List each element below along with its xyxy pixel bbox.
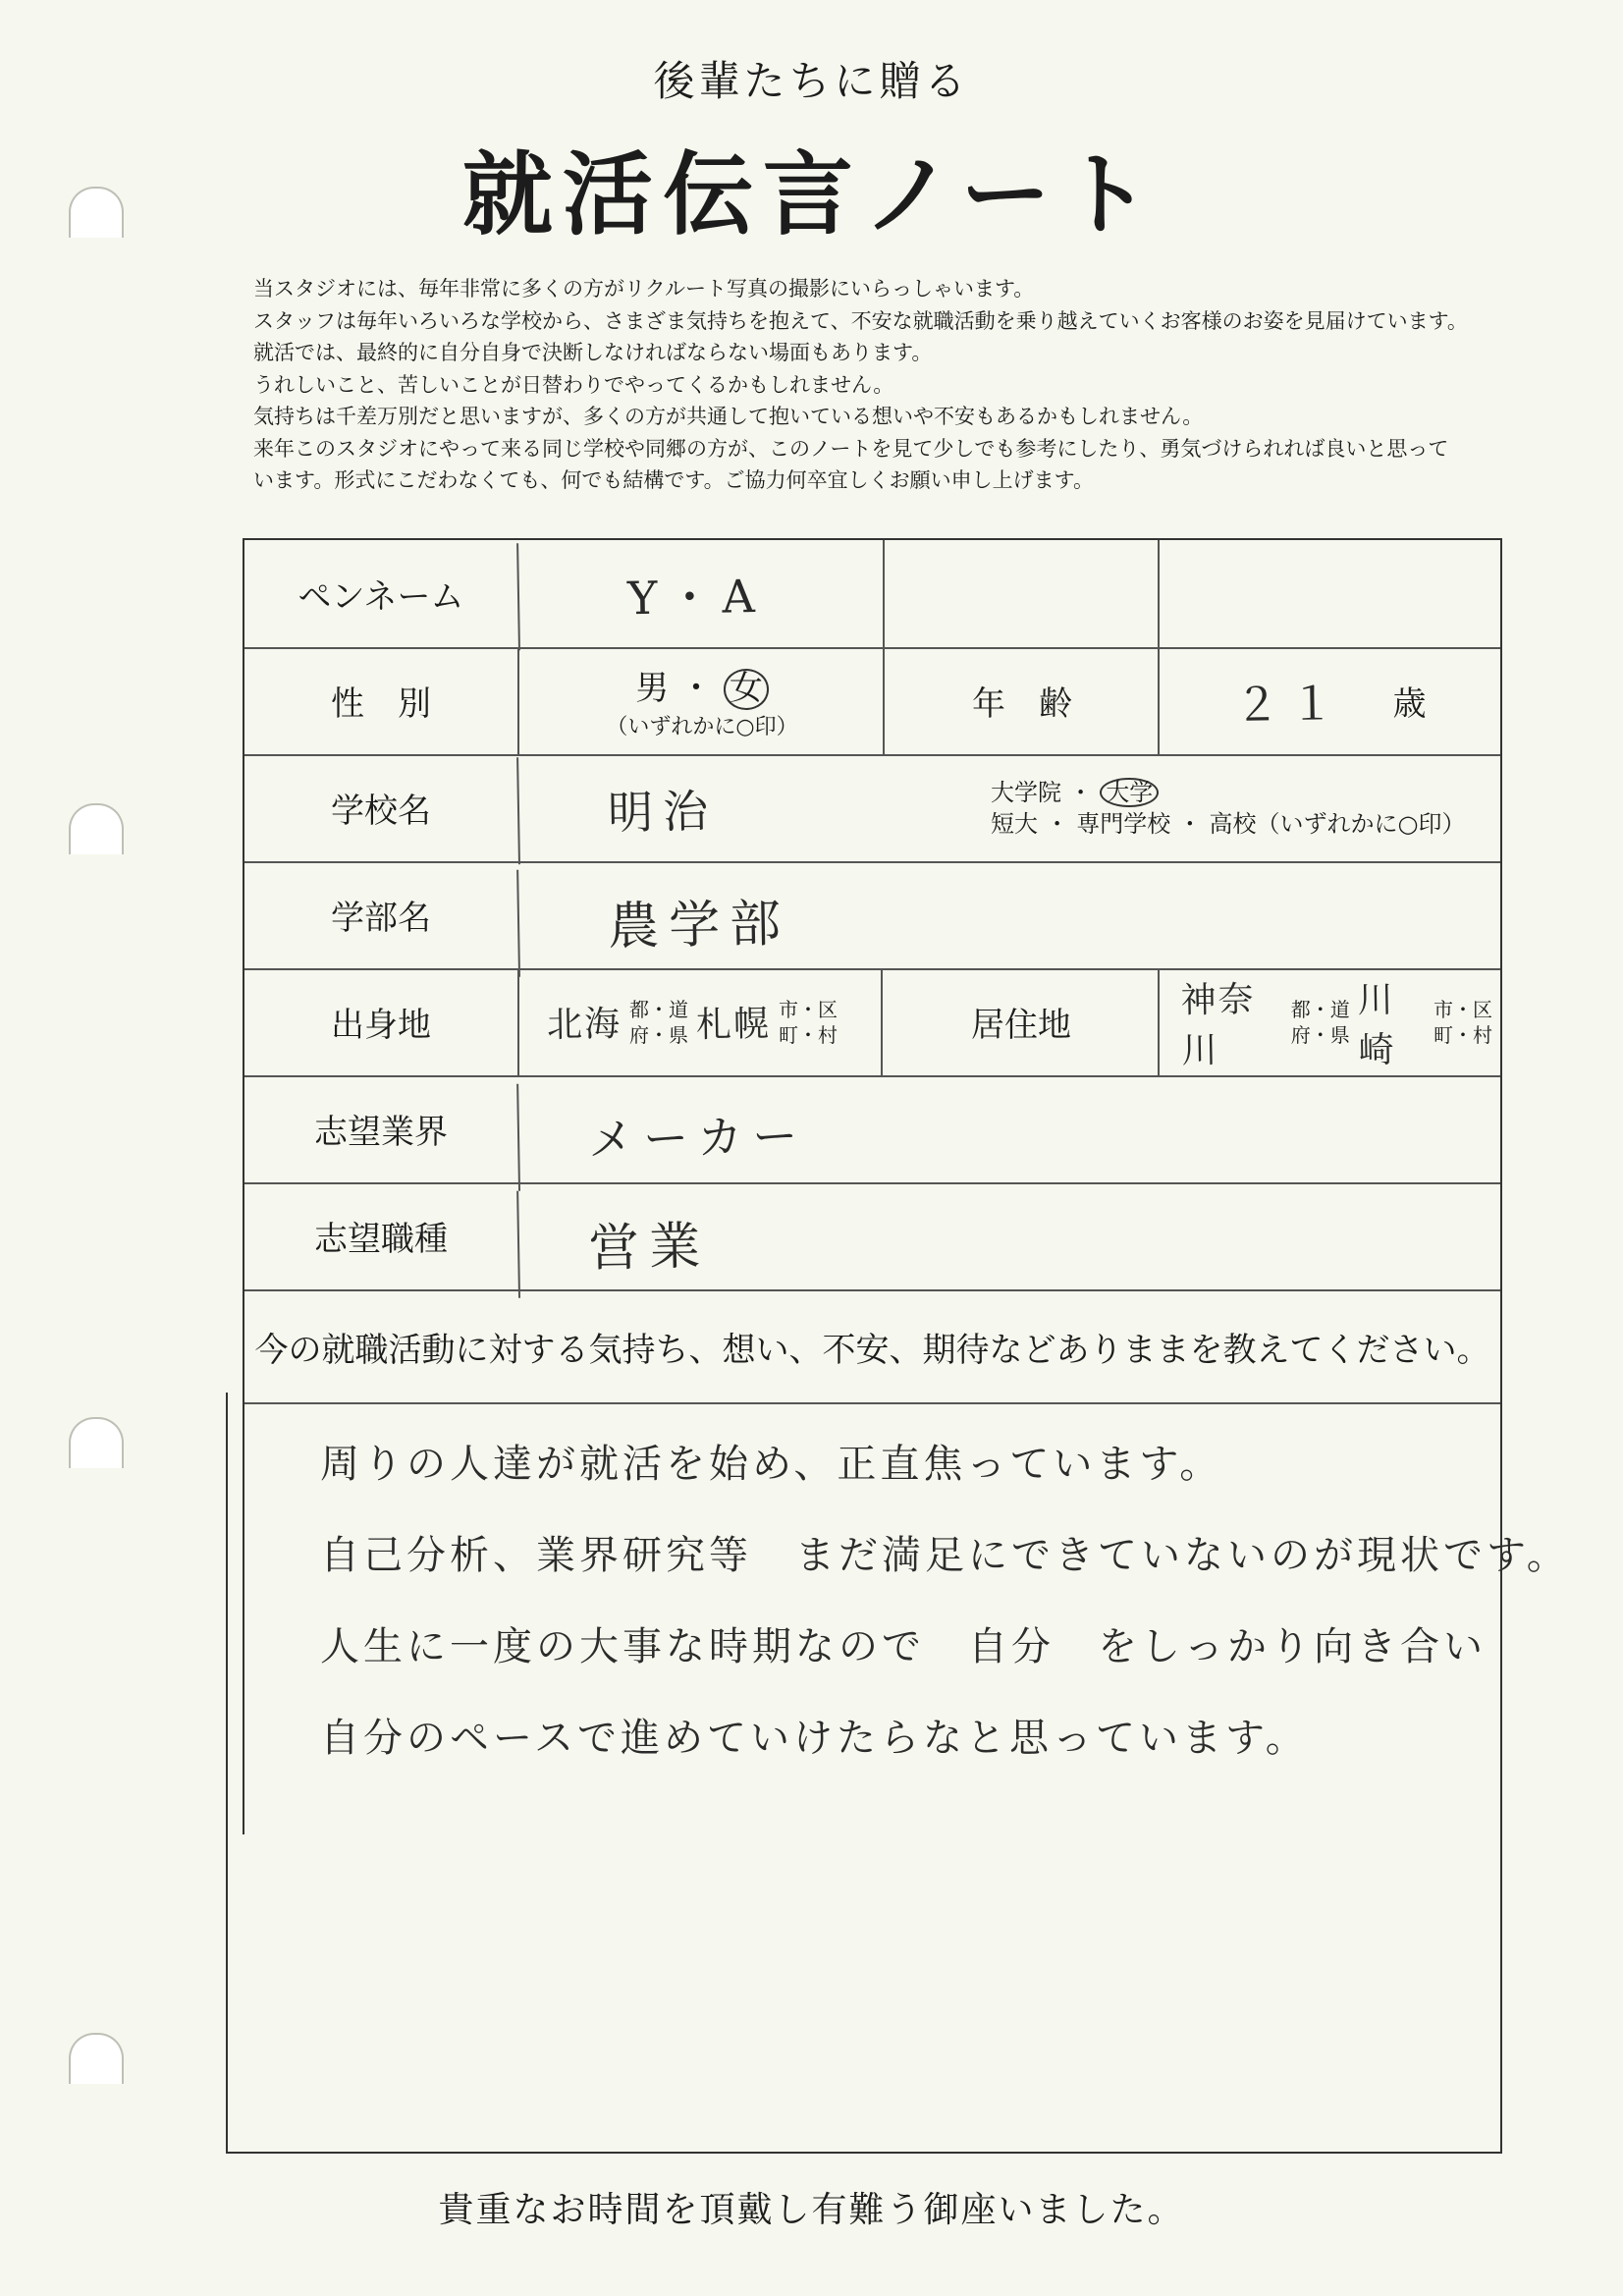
intro-text <box>253 273 1589 497</box>
hometown-pref-type <box>629 997 688 1048</box>
intro-line: スタッフは毎年いろいろな学校から、さまざま気持ちを抱えて、不安な就職活動を乗り越えていくお客様のお姿を見届けています。 <box>253 308 1468 333</box>
school-options-line2: 短大 ・ 専門学校 ・ 高校（いずれかに○印） <box>991 809 1466 838</box>
school-option-grad: 大学院 <box>991 778 1061 806</box>
school-value: 明治 <box>516 751 882 864</box>
blank-cell <box>1158 540 1500 647</box>
label-hometown: 出身地 <box>331 1006 431 1045</box>
hometown-value <box>517 968 881 1075</box>
gender-value <box>517 647 885 754</box>
intro-line: 気持ちは千差万別だと思いますが、多くの方が共通して抱いている想いや不安もあるかもしれません。 <box>253 405 1204 428</box>
binder-hole <box>69 1417 124 1468</box>
binder-hole <box>69 2033 124 2084</box>
gender-note: （いずれかに○印） <box>606 714 798 739</box>
label-gender: 性 別 <box>331 684 431 724</box>
row-faculty <box>244 861 1500 970</box>
age-value <box>1158 647 1500 754</box>
pen-name-value: Y・A <box>516 537 884 650</box>
row-hometown-residence <box>244 968 1500 1077</box>
label-age: 年 齢 <box>883 647 1160 754</box>
label-faculty: 学部名 <box>331 899 431 938</box>
label-industry: 志望業界 <box>314 1113 448 1152</box>
school-option-sep: ・ <box>1068 778 1093 806</box>
residence-pref-type <box>1291 997 1350 1048</box>
page-title: 就活伝言ノート <box>461 142 1162 247</box>
page-subtitle: 後輩たちに贈る <box>653 57 970 105</box>
question-prompt: 今の就職活動に対する気持ち、想い、不安、期待などありままを教えてください。 <box>244 1290 1500 1404</box>
binder-hole <box>69 803 124 854</box>
label-job-type: 志望職種 <box>314 1220 448 1259</box>
residence-value <box>1158 968 1500 1075</box>
pref-type-top: 都・道 <box>1290 997 1350 1021</box>
residence-prefecture: 神奈川 <box>1180 979 1256 1071</box>
intro-line: 当スタジオには、毎年非常に多くの方がリクルート写真の撮影にいらっしゃいます。 <box>253 277 1035 301</box>
pref-type-bottom: 府・県 <box>629 1022 689 1047</box>
hometown-prefecture: 北海 <box>546 1004 622 1046</box>
answer-line: 周りの人達が就活を始め、正直焦っています。 <box>320 1442 1223 1487</box>
answer-line: 自分のペースで進めていけたらなと思っています。 <box>320 1716 1309 1761</box>
intro-line: 就活では、最終的に自分自身で決断しなければならない場面もあります。 <box>253 341 933 364</box>
job-type-value: 営業 <box>516 1174 1501 1297</box>
residence-city-type <box>1434 997 1492 1048</box>
pref-type-bottom: 府・県 <box>1290 1022 1350 1047</box>
answer-line: 自己分析、業界研究等 まだ満足にできていないのが現状です。 <box>320 1533 1570 1578</box>
row-job-type <box>244 1182 1500 1291</box>
gender-female-circled: 女 <box>724 669 769 709</box>
row-pen-name <box>244 540 1500 649</box>
residence-city: 川崎 <box>1357 979 1396 1071</box>
label-pen-name: ペンネーム <box>298 577 464 617</box>
city-type-top: 市・区 <box>779 997 839 1021</box>
hometown-city-type <box>779 997 838 1048</box>
intro-line: うれしいこと、苦しいことが日替わりでやってくるかもしれません。 <box>253 372 894 397</box>
gender-male: 男 <box>635 669 670 709</box>
school-type-options <box>991 754 1500 861</box>
age-number: ２１ <box>1233 676 1345 732</box>
gender-separator: ・ <box>679 669 713 709</box>
school-option-university-circled: 大学 <box>1100 778 1159 807</box>
blank-cell <box>883 540 1160 647</box>
label-school: 学校名 <box>331 792 431 831</box>
answer-text <box>320 1419 1570 1784</box>
row-gender-age <box>244 647 1500 756</box>
intro-line: います。形式にこだわなくても、何でも結構です。ご協力何卒宜しくお願い申し上げます。 <box>253 468 1094 492</box>
row-industry <box>244 1075 1500 1184</box>
city-type-bottom: 町・村 <box>1434 1022 1492 1047</box>
intro-line: 来年このスタジオにやって来る同じ学校や同郷の方が、このノートを見て少しでも参考にしたり、勇気づけられれば良いと思って <box>253 436 1449 461</box>
label-residence: 居住地 <box>881 968 1160 1075</box>
city-type-top: 市・区 <box>1434 997 1492 1021</box>
faculty-value: 農学部 <box>516 852 1501 976</box>
pref-type-top: 都・道 <box>629 997 689 1021</box>
row-school <box>244 754 1500 863</box>
hometown-city: 札幌 <box>695 1004 772 1046</box>
answer-line: 人生に一度の大事な時期なので 自分 をしっかり向き合い <box>320 1624 1487 1669</box>
age-unit: 歳 <box>1392 684 1427 724</box>
footer-thanks: 貴重なお時間を頂戴し有難う御座いました。 <box>438 2190 1185 2230</box>
city-type-bottom: 町・村 <box>779 1022 839 1047</box>
industry-value: メーカー <box>516 1066 1501 1190</box>
